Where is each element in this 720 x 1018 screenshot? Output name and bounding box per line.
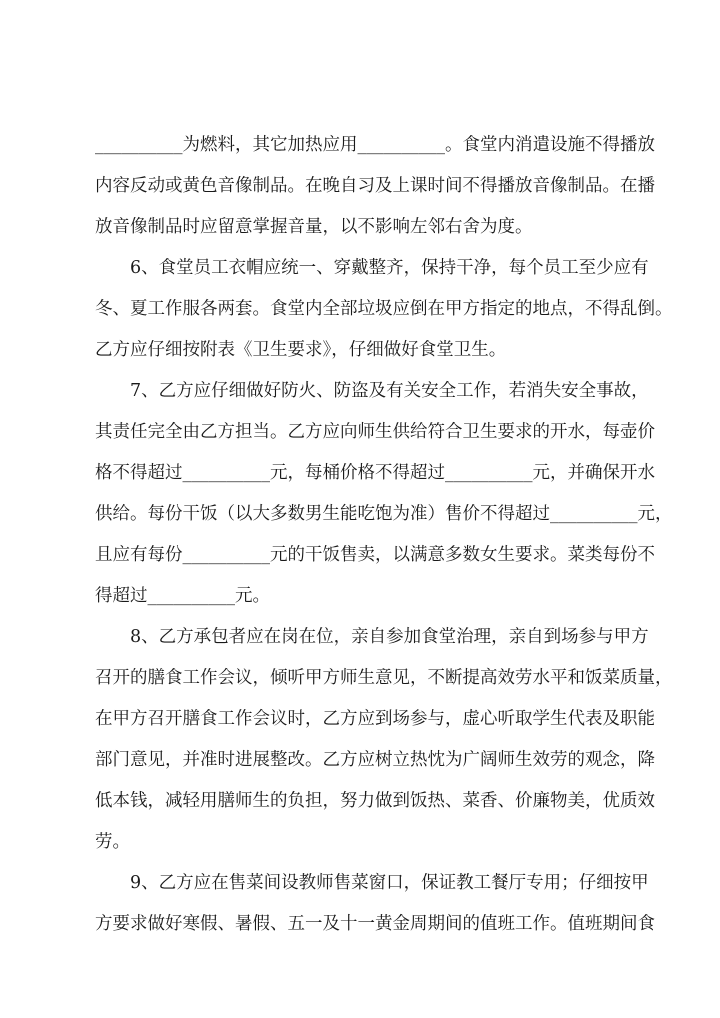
text-line: __________为燃料，其它加热应用__________。食堂内消遣设施不得播放 xyxy=(95,135,655,155)
text-line: 放音像制品时应留意掌握音量，以不影响左邻右舍为度。 xyxy=(95,217,533,237)
text-line: 方要求做好寒假、暑假、五一及十一黄金周期间的值班工作。值班期间食 xyxy=(95,914,655,934)
text-line: 9、乙方应在售菜间设教师售菜窗口，保证教工餐厅专用；仔细按甲 xyxy=(130,873,649,893)
text-line: 格不得超过__________元，每桶价格不得超过__________元，并确保开水 xyxy=(95,463,655,483)
text-line: 6、食堂员工衣帽应统一、穿戴整齐，保持干净，每个员工至少应有 xyxy=(130,258,649,278)
text-line: 部门意见，并准时进展整改。乙方应树立热忱为广阔师生效劳的观念，降 xyxy=(95,750,655,770)
text-line: 且应有每份__________元的干饭售卖，以满意多数女生要求。菜类每份不 xyxy=(95,545,655,565)
text-line: 其责任完全由乙方担当。乙方应向师生供给符合卫生要求的开水，每壶价 xyxy=(95,422,655,442)
text-line: 乙方应仔细按附表《卫生要求》，仔细做好食堂卫生。 xyxy=(95,340,507,360)
text-line: 低本钱，减轻用膳师生的负担，努力做到饭热、菜香、价廉物美，优质效 xyxy=(95,791,655,811)
text-line: 供给。每份干饭（以大多数男生能吃饱为准）售价不得超过__________元， xyxy=(95,504,673,524)
text-line: 8、乙方承包者应在岗在位，亲自参加食堂治理，亲自到场参与甲方 xyxy=(130,627,649,647)
text-line: 内容反动或黄色音像制品。在晚自习及上课时间不得播放音像制品。在播 xyxy=(95,176,655,196)
text-line: 得超过__________元。 xyxy=(95,586,270,606)
text-line: 冬、夏工作服各两套。食堂内全部垃圾应倒在甲方指定的地点，不得乱倒。 xyxy=(95,299,673,319)
text-line: 在甲方召开膳食工作会议时，乙方应到场参与，虚心听取学生代表及职能 xyxy=(95,709,655,729)
text-line: 劳。 xyxy=(95,832,130,852)
text-line: 召开的膳食工作会议，倾听甲方师生意见，不断提高效劳水平和饭菜质量， xyxy=(95,668,673,688)
text-line: 7、乙方应仔细做好防火、防盗及有关安全工作，若消失安全事故， xyxy=(130,381,649,401)
